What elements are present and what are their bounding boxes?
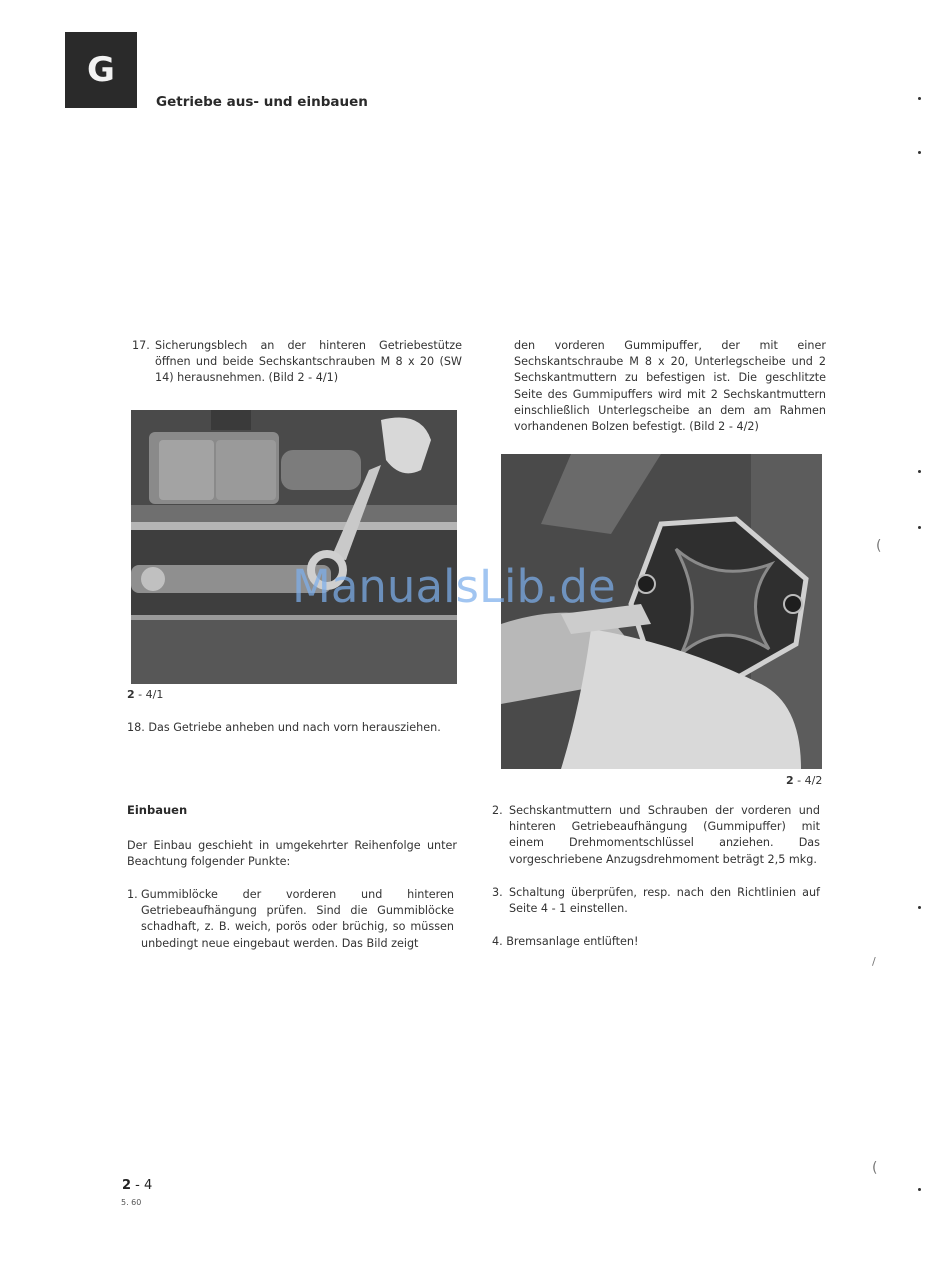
section-letter: G — [87, 50, 115, 90]
photo-gearbox-wrench — [131, 410, 457, 684]
scan-speck — [918, 97, 921, 100]
step-17 — [132, 338, 462, 387]
scan-speck — [918, 151, 921, 154]
continuation-text: den vorderen Gummipuffer, der mit einer Sechskantschraube M 8 x 20, Unterlegscheibe und 2 Sechskantmuttern zu befestigen ist. Die geschlitzte Seite des Gummipuffers wird mit 2 Sechskantmuttern einschließlich Unterlegscheibe an dem am Rahmen vorhandenen Bolzen befestigt. (Bild 2 - 4/2) — [514, 339, 826, 434]
install-intro — [127, 838, 457, 870]
install-intro-text: Der Einbau geschieht in umgekehrter Reihenfolge unter Beachtung folgender Punkte: — [127, 839, 457, 869]
scan-speck — [918, 906, 921, 909]
page-number-prefix: 2 — [122, 1178, 132, 1193]
point-text: Bremsanlage entlüften! — [506, 935, 639, 948]
page-number — [122, 1178, 152, 1193]
step-number: 17. — [132, 339, 150, 352]
point-number: 3. — [492, 886, 503, 899]
install-point-4 — [492, 934, 820, 950]
scan-mark: / — [872, 955, 876, 968]
page-number-suffix: - 4 — [131, 1178, 153, 1193]
step-text: Sicherungsblech an der hinteren Getriebestütze öffnen und beide Sechskantschrauben M 8 x 20 (SW 14) herausnehmen. (Bild 2 - 4/1) — [155, 339, 462, 385]
watermark: ManualsLib.de — [292, 560, 616, 613]
caption-prefix: 2 — [127, 688, 135, 701]
point-1-continuation — [514, 338, 826, 435]
point-number: 1. — [127, 888, 138, 901]
scan-speck — [918, 470, 921, 473]
step-18 — [127, 720, 467, 736]
figure-1-caption — [127, 688, 163, 701]
caption-suffix: - 4/1 — [134, 688, 164, 701]
install-point-2 — [492, 803, 820, 868]
install-heading: Einbauen — [127, 803, 188, 817]
scan-speck — [918, 526, 921, 529]
point-number: 2. — [492, 804, 503, 817]
figure-gearbox-mount-photo — [131, 410, 457, 684]
install-point-1 — [127, 887, 454, 952]
figure-2-caption — [786, 774, 822, 787]
point-text: Sechskantmuttern und Schrauben der vorderen und hinteren Getriebeaufhängung (Gummipuffer) mit einem Drehmomentschlüssel anziehen. Das vorgeschriebene Anzugsdrehmoment beträgt 2,5 mkg. — [509, 804, 820, 866]
caption-prefix: 2 — [786, 774, 794, 787]
scan-mark: ( — [876, 538, 882, 554]
caption-suffix: - 4/2 — [793, 774, 823, 787]
page-title: Getriebe aus- und einbauen — [156, 94, 368, 110]
scan-mark: ( — [872, 1160, 878, 1176]
step-number: 18. — [127, 721, 145, 734]
point-number: 4. — [492, 935, 503, 948]
section-marker — [65, 32, 137, 108]
install-point-3 — [492, 885, 820, 917]
point-text: Schaltung überprüfen, resp. nach den Richtlinien auf Seite 4 - 1 einstellen. — [509, 886, 820, 916]
point-text: Gummiblöcke der vorderen und hinteren Getriebeaufhängung prüfen. Sind die Gummiblöcke schadhaft, z. B. weich, porös oder brüchig, so müssen unbedingt neue eingebaut werden. Das Bild zeigt — [141, 888, 454, 950]
step-text: Das Getriebe anheben und nach vorn herausziehen. — [148, 721, 441, 734]
print-date: 5. 60 — [121, 1198, 142, 1207]
scan-speck — [918, 1188, 921, 1191]
